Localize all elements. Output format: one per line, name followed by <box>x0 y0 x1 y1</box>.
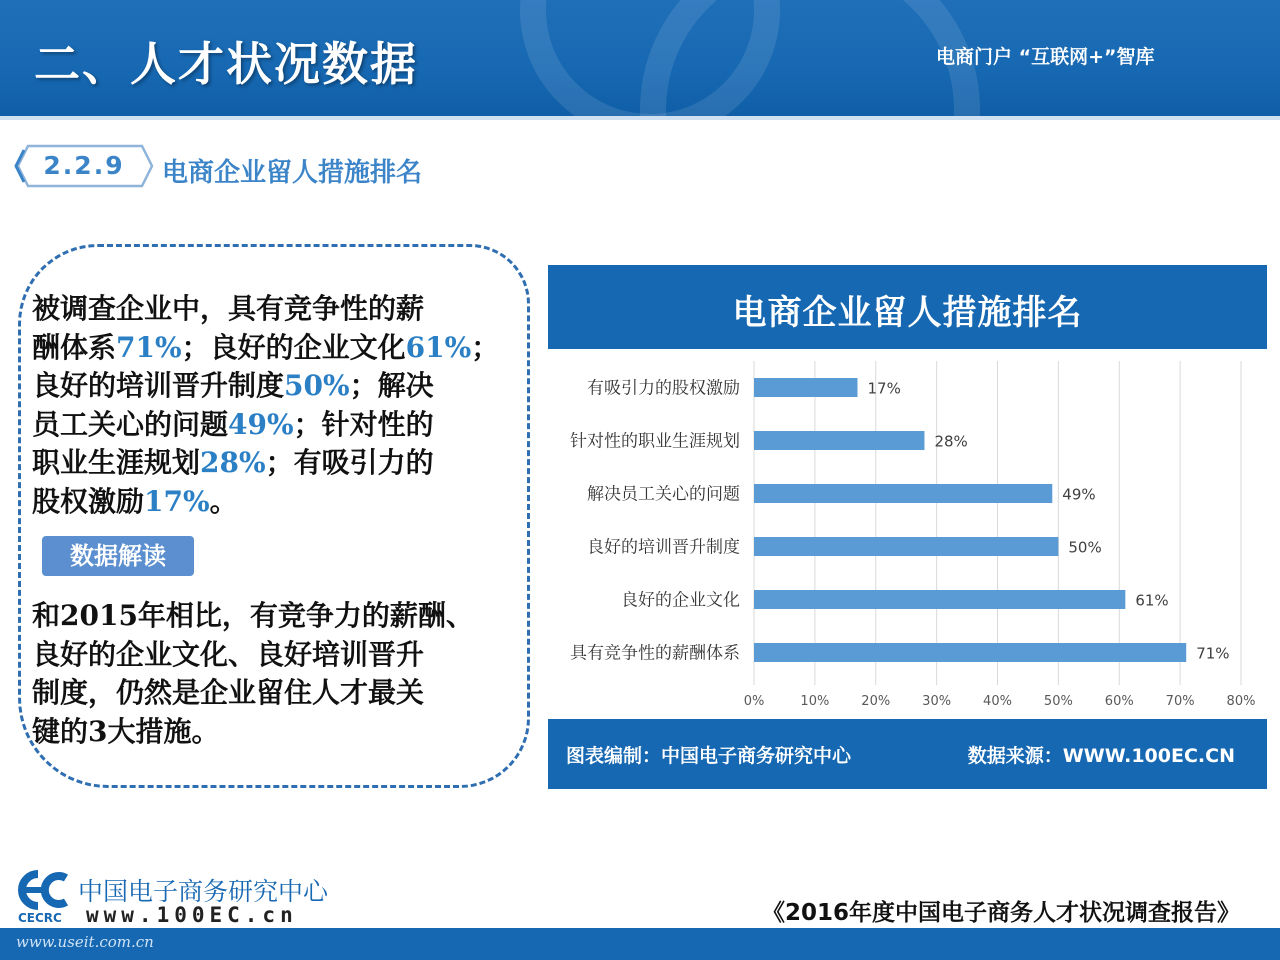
watermark-text: www.useit.com.cn <box>16 933 154 951</box>
header-decoration <box>640 0 980 116</box>
chart-credit: 图表编制：中国电子商务研究中心 <box>566 745 852 767</box>
x-tick-label: 80% <box>1226 694 1256 709</box>
summary-text: ；良好的企业文化 <box>181 330 406 364</box>
summary-line <box>32 444 522 483</box>
summary-percent: 28% <box>200 446 266 479</box>
data-label: 71% <box>1196 644 1230 663</box>
insight-line: 良好的企业文化、良好培训晋升 <box>32 637 425 671</box>
category-label: 解决员工关心的问题 <box>587 484 740 505</box>
summary-percent: 17% <box>144 484 210 518</box>
insight-line: 键的3大措施。 <box>32 714 220 748</box>
summary-text: 酬体系 <box>32 330 117 364</box>
summary-text: ；针对性的 <box>293 407 434 441</box>
category-label: 良好的企业文化 <box>621 590 740 611</box>
category-label: 良好的培训晋升制度 <box>587 537 740 558</box>
category-label: 有吸引力的股权激励 <box>587 378 740 399</box>
chart-card <box>548 265 1267 789</box>
summary-text: ； <box>471 330 500 364</box>
summary-percent: 71% <box>116 330 182 364</box>
data-label: 49% <box>1062 485 1096 504</box>
summary-text: 。 <box>209 484 238 518</box>
summary-text: 被调查企业中，具有竞争性的薪 <box>32 292 425 325</box>
x-tick-label: 60% <box>1104 694 1134 709</box>
summary-text: 职业生涯规划 <box>32 446 201 479</box>
x-tick-label: 50% <box>1043 694 1073 709</box>
data-label: 28% <box>934 432 968 451</box>
header-divider <box>0 116 1280 120</box>
header-band <box>0 0 1280 116</box>
report-name: 《2016年度中国电子商务人才状况调查报告》 <box>762 900 1241 926</box>
bottom-bar <box>0 928 1280 960</box>
chart-title: 电商企业留人措施排名 <box>732 293 1083 333</box>
summary-text: 员工关心的问题 <box>32 407 229 441</box>
summary-percent: 61% <box>405 330 472 364</box>
x-tick-label: 70% <box>1165 694 1195 709</box>
cecrc-logo-icon <box>16 870 72 910</box>
x-tick-label: 10% <box>800 694 830 709</box>
bar <box>754 590 1125 609</box>
summary-line <box>32 290 522 329</box>
logo-name: 中国电子商务研究中心 <box>78 877 329 906</box>
summary-line <box>32 367 522 406</box>
section-number-tag <box>14 144 154 188</box>
bar-chart <box>548 349 1267 719</box>
summary-text: ；有吸引力的 <box>265 446 434 479</box>
data-label: 50% <box>1068 538 1102 557</box>
page-title: 二、人才状况数据 <box>34 37 418 91</box>
section-number: 2.2.9 <box>43 151 125 180</box>
summary-percent: 50% <box>284 369 350 402</box>
chart-footer <box>548 719 1267 789</box>
insight-line: 制度，仍然是企业留住人才最关 <box>32 676 425 709</box>
bar <box>754 378 857 397</box>
x-tick-label: 20% <box>861 694 891 709</box>
chart-source: 数据来源：WWW.100EC.CN <box>967 745 1235 767</box>
logo-url: www.100EC.cn <box>86 903 298 927</box>
chart-title-band <box>548 265 1267 349</box>
bar <box>754 431 924 450</box>
x-tick-label: 40% <box>983 694 1012 709</box>
bar <box>754 643 1186 662</box>
summary-text: 良好的培训晋升制度 <box>32 369 285 402</box>
data-label: 61% <box>1135 591 1169 610</box>
x-tick-label: 0% <box>743 694 765 709</box>
summary-text: 股权激励 <box>32 484 145 518</box>
summary-text: ；解决 <box>349 369 434 402</box>
header-tagline: 电商门户 “互联网+”智库 <box>936 46 1155 68</box>
bar <box>754 484 1052 503</box>
bar <box>754 537 1058 556</box>
summary-line <box>32 483 522 522</box>
logo-abbreviation: CECRC <box>18 911 62 925</box>
insight-line: 和2015年相比，有竞争力的薪酬、 <box>32 599 474 632</box>
category-label: 针对性的职业生涯规划 <box>570 431 740 452</box>
insight-paragraph <box>32 597 522 751</box>
summary-percent: 49% <box>228 407 294 441</box>
data-label: 17% <box>867 379 901 398</box>
x-tick-label: 30% <box>922 694 952 709</box>
summary-line <box>32 329 522 368</box>
summary-paragraph <box>32 290 522 521</box>
summary-line <box>32 406 522 445</box>
data-insight-badge: 数据解读 <box>42 536 194 576</box>
section-title: 电商企业留人措施排名 <box>162 158 423 188</box>
category-label: 具有竞争性的薪酬体系 <box>570 643 740 664</box>
